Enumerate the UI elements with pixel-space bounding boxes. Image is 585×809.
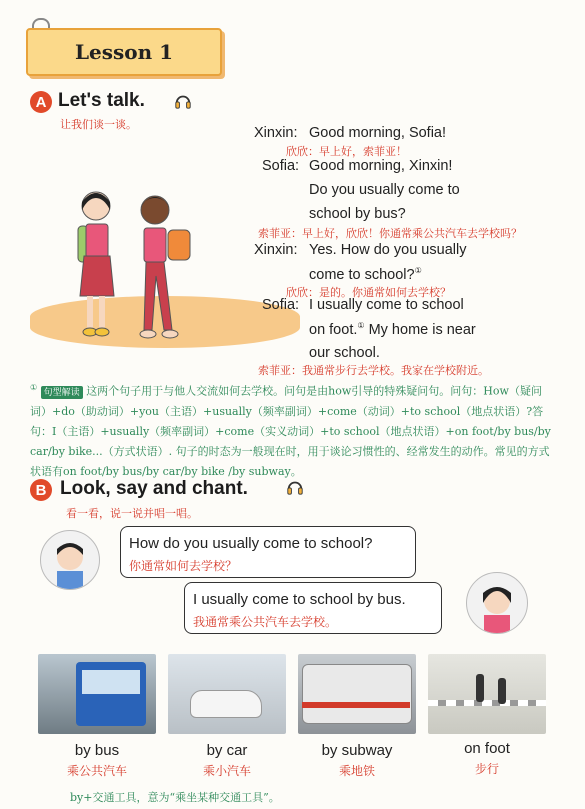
speaker-xinxin-1: Xinxin: (254, 125, 298, 141)
transport-translation: 步行 (474, 762, 499, 776)
bubble-question-translation: 你通常如何去学校？ (129, 559, 238, 573)
dialogue-translation: 索菲亚：早上好，欣欣！你通常乘公共汽车去学校吗？ (258, 227, 522, 240)
dialogue-line: Do you usually come to (309, 182, 460, 198)
note-tag: 句型解读 (41, 386, 83, 399)
dialogue-line: our school. (309, 345, 380, 361)
dialogue-translation: 索菲亚：我通常步行去学校。我家在学校附近。 (258, 364, 489, 377)
dialogue-line: on foot.① My home is near (309, 321, 476, 338)
bubble-question-text: How do you usually come to school? (129, 535, 373, 552)
transport-translation: 乘公共汽车 (66, 764, 127, 778)
section-b-badge: B (30, 479, 52, 501)
dialogue-line: Good morning, Xinxin! (309, 158, 453, 174)
headphones-icon[interactable] (286, 478, 304, 496)
lesson-banner (26, 28, 222, 76)
dialogue-line: Yes. How do you usually (309, 242, 467, 258)
transport-label: on foot (464, 740, 510, 757)
bubble-answer-text: I usually come to school by bus. (193, 591, 406, 608)
transport-label: by subway (321, 742, 393, 759)
section-b-title: Look, say and chant. (60, 478, 248, 499)
speaker-sofia-2: Sofia: (262, 297, 300, 313)
subway-photo (298, 654, 416, 734)
dialogue-line: I usually come to school (309, 297, 464, 313)
section-a-badge: A (30, 91, 52, 113)
dialogue-line: Good morning, Sofia! (309, 125, 447, 141)
grammar-note (30, 378, 556, 482)
dialogue-line: come to school?① (309, 266, 422, 283)
transport-label: by bus (74, 742, 120, 759)
speech-bubble-answer (184, 582, 442, 634)
section-a-title: Let's talk. (58, 90, 145, 111)
speaker-xinxin-2: Xinxin: (254, 242, 298, 258)
footnote-mark: ① (30, 383, 38, 392)
lesson-title: Lesson 1 (74, 40, 174, 64)
walking-photo (428, 654, 546, 734)
dialogue-translation: 欣欣：是的。你通常如何去学校？ (286, 286, 451, 299)
bottom-note: by+交通工具，意为“乘坐某种交通工具”。 (70, 791, 280, 804)
dialogue-translation: 欣欣：早上好，索菲亚！ (286, 145, 407, 158)
bus-photo (38, 654, 156, 734)
car-photo (168, 654, 286, 734)
section-a-subtitle: 让我们谈一谈。 (60, 118, 137, 131)
transport-translation: 乘地铁 (338, 764, 375, 778)
transport-label: by car (206, 742, 248, 759)
note-text: 这两个句子用于与他人交流如何去学校。问句是由how引导的特殊疑问句。问句：How（疑问词）+do（助动词）+you（主语）+usually（频率副词）+come（动词）+to school（地点状语）?答句：I（主语）+usually（频率副词）+come（实义动词）+to school（地点状语）+on foot/by bus/by car/by bike...（方式状语）. 句子的时态为一般现在时，用于谈论习惯性的、经常发生的动作。常见的方式状语有on foot/by bus/by car/by bike /by subway。 (30, 384, 551, 478)
speech-bubble-question (120, 526, 416, 578)
dialogue-line: school by bus? (309, 206, 406, 222)
headphones-icon[interactable] (174, 92, 192, 110)
speaker-sofia-1: Sofia: (262, 158, 300, 174)
transport-translation: 乘小汽车 (202, 764, 251, 778)
bubble-answer-translation: 我通常乘公共汽车去学校。 (193, 615, 338, 629)
boy-avatar (40, 530, 100, 590)
girls-walking-illustration (60, 180, 210, 355)
girl-avatar (466, 572, 528, 634)
section-b-subtitle: 看一看，说一说并唱一唱。 (66, 507, 198, 520)
